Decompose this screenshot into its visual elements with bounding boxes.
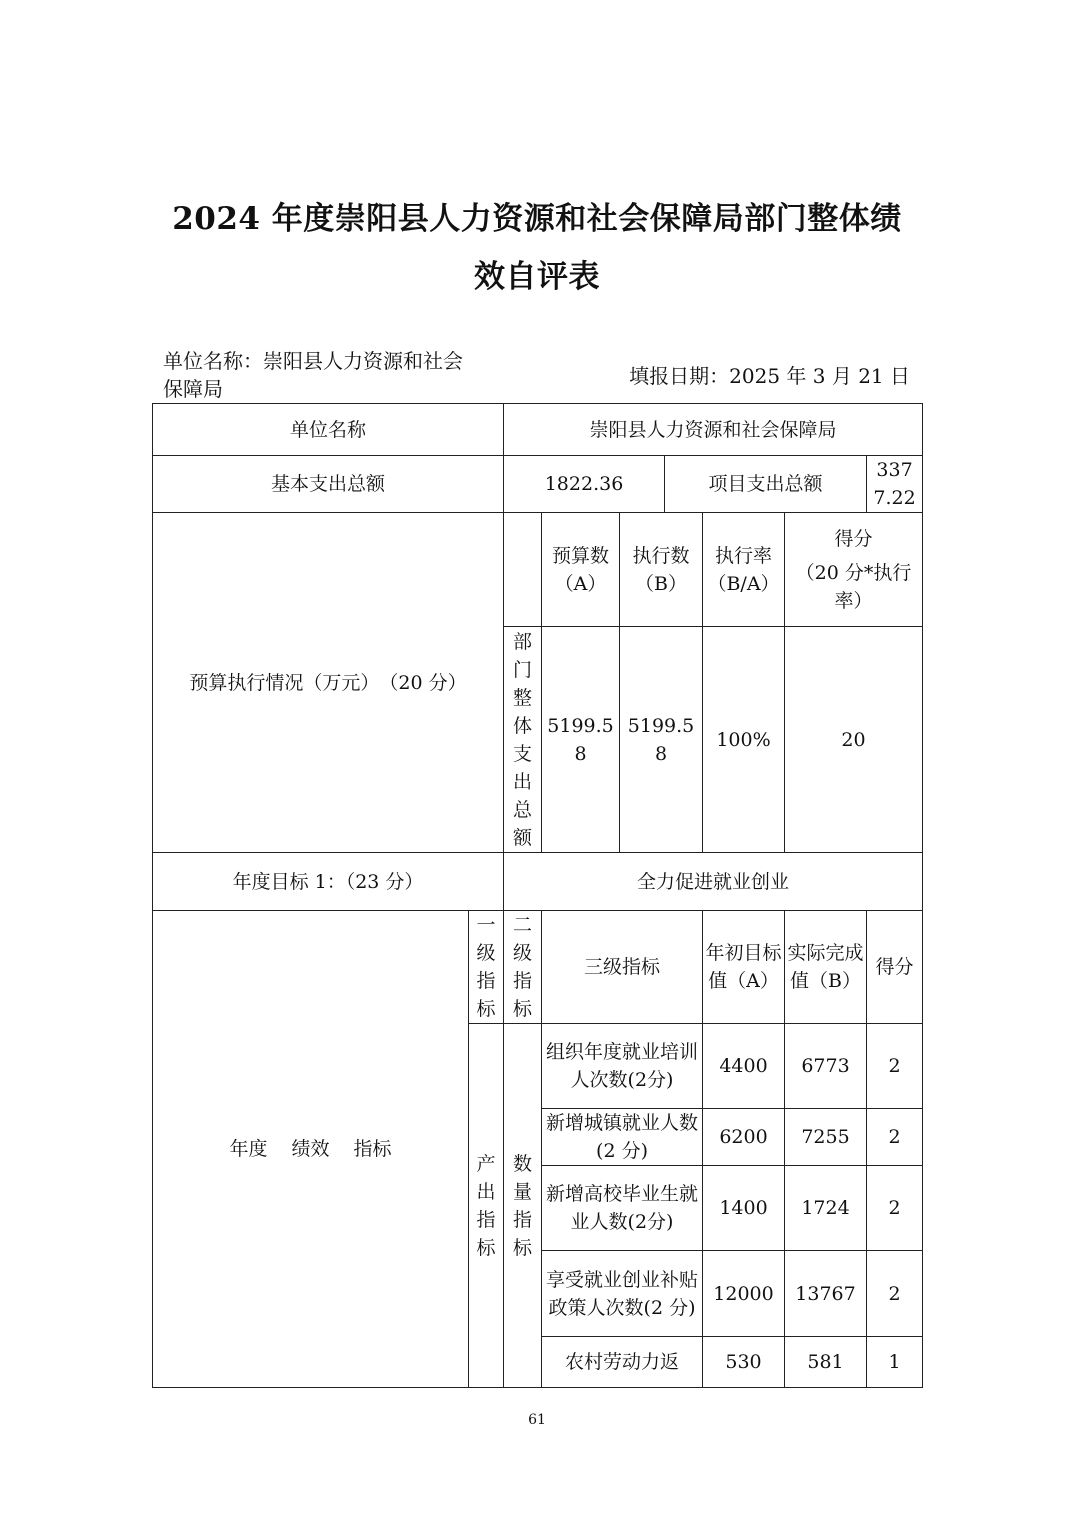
indicator-score: 2 [867, 1166, 923, 1251]
unit-name-value: 崇阳县人力资源和社会保障局 [504, 404, 923, 456]
indicator-label-part-2: 绩效 [291, 1138, 330, 1160]
level3-header: 三级指标 [542, 911, 703, 1024]
annual-indicator-label [153, 911, 469, 1388]
goal-value: 全力促进就业创业 [504, 853, 923, 911]
target-header: 年初目标值（A） [703, 911, 785, 1024]
level2-header: 二级指标 [504, 911, 542, 1024]
indicator-score: 2 [867, 1251, 923, 1337]
exec-rate-header: 执行率（B/A） [703, 513, 785, 627]
indicator-score: 2 [867, 1109, 923, 1166]
indicator-actual: 6773 [785, 1024, 867, 1109]
indicator-label-part-3: 指标 [353, 1138, 392, 1160]
dept-total-expense-label: 部门整体支出总额 [504, 627, 542, 853]
budget-execution-label: 预算执行情况（万元） （20 分） [153, 513, 504, 853]
title-line-2: 效自评表 [474, 259, 600, 295]
indicator-name: 农村劳动力返 [542, 1337, 703, 1388]
budget-header-row [153, 513, 923, 627]
unit-name-meta: 单位名称：崇阳县人力资源和社会保障局 [163, 349, 463, 401]
indicator-score: 2 [867, 1024, 923, 1109]
page-number: 61 [528, 1412, 546, 1428]
exec-rate-value: 100% [703, 627, 785, 853]
executed-value: 5199.58 [620, 627, 703, 853]
indicator-name: 新增高校毕业生就业人数(2分) [542, 1166, 703, 1251]
goal-label: 年度目标 1：（23 分） [153, 853, 504, 911]
indicator-score: 1 [867, 1337, 923, 1388]
indicator-name: 享受就业创业补贴政策人次数(2 分) [542, 1251, 703, 1337]
title-line-1: 2024 年度崇阳县人力资源和社会保障局部门整体绩 [172, 201, 902, 237]
indicator-actual: 7255 [785, 1109, 867, 1166]
indicator-target: 530 [703, 1337, 785, 1388]
level1-value: 产出指标 [469, 1024, 504, 1388]
basic-expense-label: 基本支出总额 [153, 456, 504, 513]
page-title [150, 190, 924, 306]
budget-header-blank [504, 513, 542, 627]
indicator-actual: 1724 [785, 1166, 867, 1251]
indicator-target: 6200 [703, 1109, 785, 1166]
indicator-label-part-1: 年度 [229, 1138, 268, 1160]
indicator-name: 组织年度就业培训人次数(2分) [542, 1024, 703, 1109]
budget-num-header: 预算数（A） [542, 513, 620, 627]
unit-name-label: 单位名称 [153, 404, 504, 456]
level1-header: 一级指标 [469, 911, 504, 1024]
fill-date-meta: 填报日期：2025 年 3 月 21 日 [629, 364, 910, 388]
indicator-target: 4400 [703, 1024, 785, 1109]
project-expense-value: 3377.22 [867, 456, 923, 513]
project-expense-label: 项目支出总额 [665, 456, 867, 513]
score-header [785, 513, 923, 627]
goal-row [153, 853, 923, 911]
indicator-score-header: 得分 [867, 911, 923, 1024]
indicator-header-row [153, 911, 923, 1024]
indicator-target: 12000 [703, 1251, 785, 1337]
expense-row [153, 456, 923, 513]
indicator-actual: 13767 [785, 1251, 867, 1337]
exec-num-header: 执行数（B） [620, 513, 703, 627]
budget-score-value: 20 [785, 627, 923, 853]
score-header-formula: （20 分*执行率） [795, 561, 912, 612]
actual-header: 实际完成值（B） [785, 911, 867, 1024]
score-header-title: 得分 [834, 527, 873, 550]
indicator-name: 新增城镇就业人数(2 分) [542, 1109, 703, 1166]
level2-value: 数量指标 [504, 1024, 542, 1388]
performance-table [152, 403, 923, 1388]
budget-value: 5199.58 [542, 627, 620, 853]
unit-row [153, 404, 923, 456]
basic-expense-value: 1822.36 [504, 456, 665, 513]
indicator-target: 1400 [703, 1166, 785, 1251]
indicator-actual: 581 [785, 1337, 867, 1388]
